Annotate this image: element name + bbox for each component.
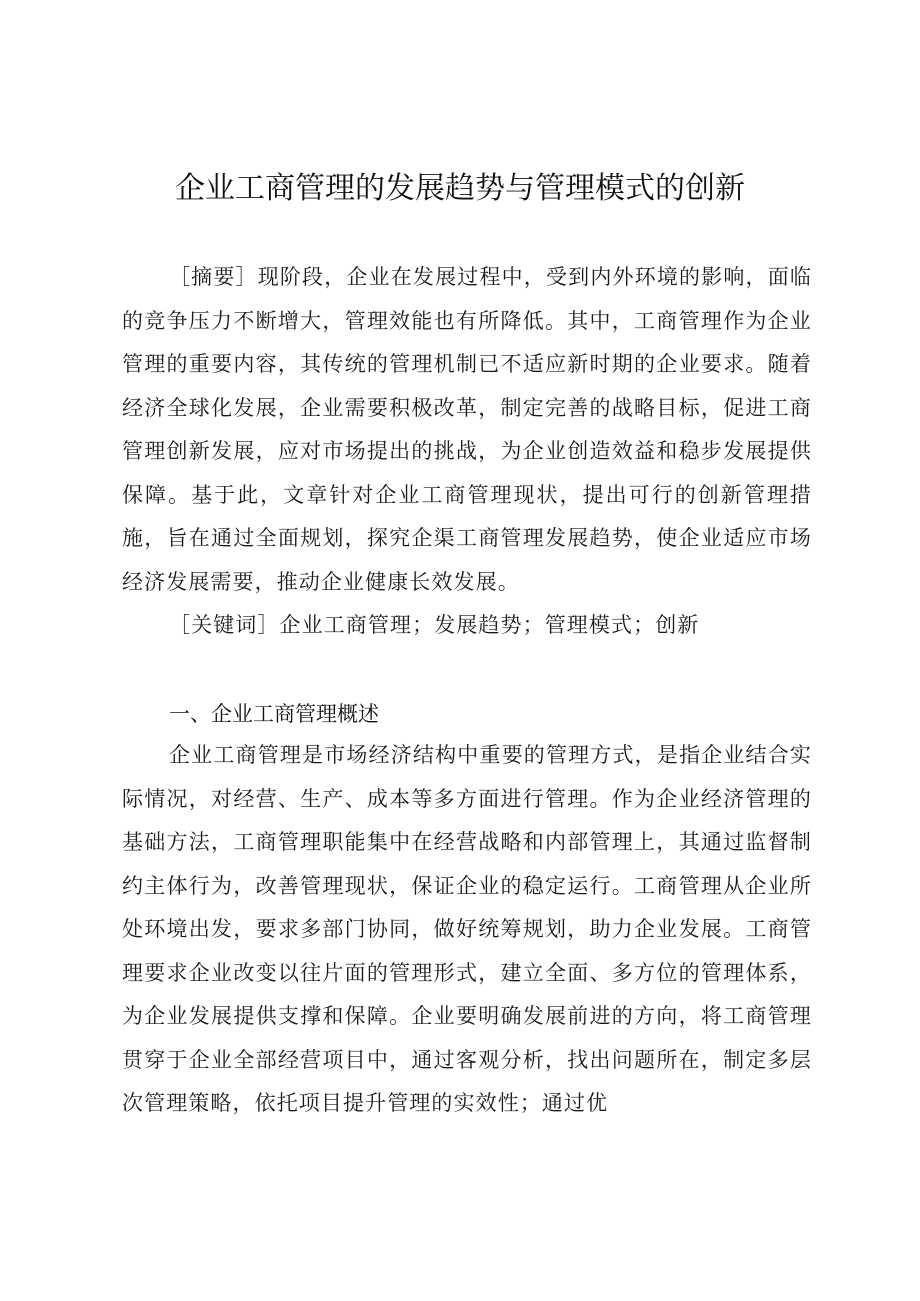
section-paragraph: 企业工商管理是市场经济结构中重要的管理方式，是指企业结合实际情况，对经营、生产、成本等多方面进行管理。作为企业经济管理的基础方法，工商管理职能集中在经营战略和内部管理上，其通过监督制约主体行为，改善管理现状，保证企业的稳定运行。工商管理从企业所处环境出发，要求多部门协同，做好统筹规划，助力企业发展。工商管理要求企业改变以往片面的管理形式，建立全面、多方位的管理体系，为企业发展提供支撑和保障。企业要明确发展前进的方向，将工商管理贯穿于企业全部经营项目中，通过客观分析，找出问题所在，制定多层次管理策略，依托项目提升管理的实效性；通过优 (122, 743, 812, 1115)
abstract-paragraph: ［摘要］现阶段，企业在发展过程中，受到内外环境的影响，面临的竞争压力不断增大，管理效能也有所降低。其中，工商管理作为企业管理的重要内容，其传统的管理机制已不适应新时期的企业要求。随着经济全球化发展，企业需要积极改革，制定完善的战略目标，促进工商管理创新发展，应对市场提出的挑战，为企业创造效益和稳步发展提供保障。基于此，文章针对企业工商管理现状，提出可行的创新管理措施，旨在通过全面规划，探究企渠工商管理发展趋势，使企业适应市场经济发展需要，推动企业健康长效发展。 (122, 265, 812, 594)
document-title: 企业工商管理的发展趋势与管理模式的创新 (175, 171, 745, 206)
keywords-line: ［关键词］企业工商管理；发展趋势；管理模式；创新 (169, 613, 700, 637)
section-heading: 一、企业工商管理概述 (169, 702, 379, 726)
